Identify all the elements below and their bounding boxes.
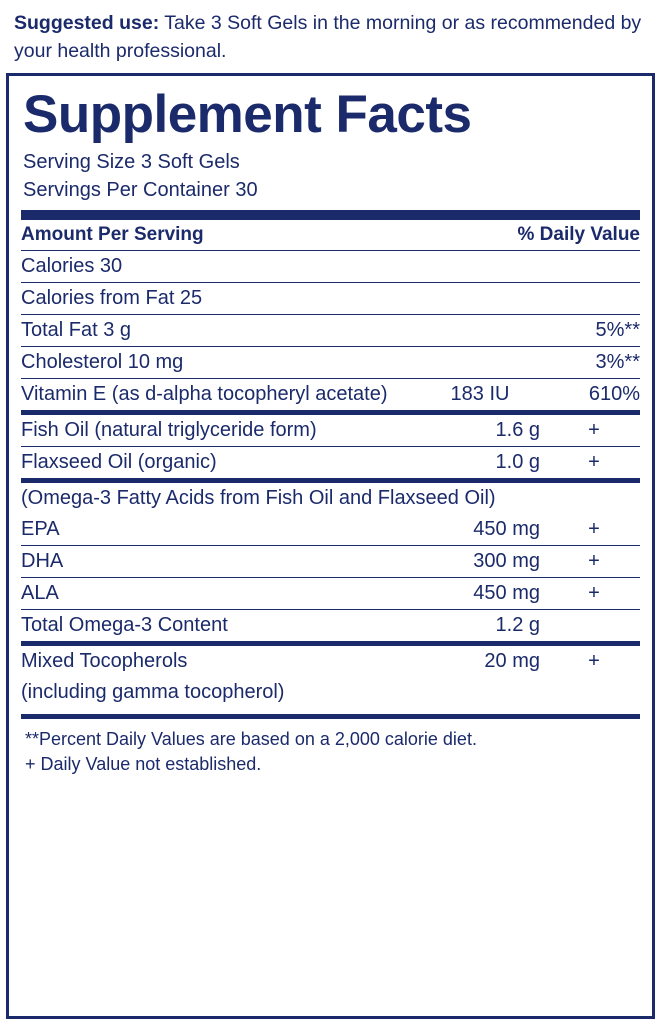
row-amount: 300 mg <box>408 546 548 578</box>
row-daily-value: + <box>548 578 640 610</box>
row-name: (Omega-3 Fatty Acids from Fish Oil and Flaxseed Oil) <box>21 487 496 510</box>
row-daily-value <box>517 251 640 283</box>
footnote-percent-dv: **Percent Daily Values are based on a 2,000 calorie diet. <box>25 729 477 750</box>
row-name: Fish Oil (natural triglyceride form) <box>21 415 469 447</box>
table-row <box>21 546 640 578</box>
row-amount: 450 mg <box>408 578 548 610</box>
table-row <box>21 347 640 379</box>
table-row <box>21 415 640 447</box>
table-row <box>21 514 640 546</box>
row-name: Vitamin E (as d-alpha tocopheryl acetate) <box>21 383 388 406</box>
header-amount-spacer <box>441 220 518 251</box>
table-row <box>21 483 640 514</box>
table-row <box>21 283 640 315</box>
omega-table <box>21 483 640 641</box>
suggested-use-text: Take 3 Soft Gels in the morning or as recommended by your health professional. <box>14 12 642 62</box>
table-row <box>21 610 640 642</box>
panel-title: Supplement Facts <box>23 85 472 145</box>
row-amount <box>441 315 518 347</box>
suggested-use-block <box>0 0 661 71</box>
table-row <box>21 646 640 677</box>
row-daily-value: + <box>548 546 640 578</box>
row-amount <box>441 347 518 379</box>
tocopherols-table <box>21 646 640 708</box>
row-daily-value: + <box>588 650 600 673</box>
row-daily-value: + <box>588 451 600 474</box>
table-row <box>21 251 640 283</box>
row-amount: 20 mg <box>484 650 540 673</box>
table-row <box>21 578 640 610</box>
table-row <box>21 379 640 411</box>
oils-table <box>21 415 640 478</box>
row-daily-value: + <box>548 514 640 546</box>
rule-below-servings <box>21 210 640 220</box>
suggested-use-label: Suggested use: <box>14 12 160 34</box>
table-row <box>21 315 640 347</box>
header-daily-value: % Daily Value <box>517 220 640 251</box>
row-amount: 450 mg <box>408 514 548 546</box>
footnotes-block <box>25 727 640 777</box>
rule-before-footnotes <box>21 714 640 719</box>
serving-size: Serving Size 3 Soft Gels <box>23 150 240 173</box>
row-name: Total Fat 3 g <box>21 315 441 347</box>
row-name: Flaxseed Oil (organic) <box>21 451 217 474</box>
supplement-facts-panel <box>6 73 655 1019</box>
row-amount <box>441 283 518 315</box>
row-name: Calories 30 <box>21 251 441 283</box>
row-daily-value: 5%** <box>517 315 640 347</box>
row-name: Mixed Tocopherols <box>21 650 188 673</box>
row-daily-value: 3%** <box>517 347 640 379</box>
table-header-row <box>21 220 640 251</box>
table-row <box>21 677 640 708</box>
row-name: Total Omega-3 Content <box>21 614 228 637</box>
row-daily-value: + <box>548 415 640 447</box>
footnote-dv-not-established: + Daily Value not established. <box>25 754 262 775</box>
servings-per-container: Servings Per Container 30 <box>23 179 258 201</box>
row-name: ALA <box>21 578 408 610</box>
nutrition-table <box>21 220 640 410</box>
row-name: DHA <box>21 546 408 578</box>
row-daily-value <box>517 283 640 315</box>
row-name: Calories from Fat 25 <box>21 283 441 315</box>
row-name: Cholesterol 10 mg <box>21 347 441 379</box>
header-amount-per-serving: Amount Per Serving <box>21 220 441 251</box>
row-daily-value <box>548 610 640 642</box>
table-row <box>21 447 640 479</box>
row-amount: 1.0 g <box>495 451 540 474</box>
row-name: (including gamma tocopherol) <box>21 681 285 704</box>
row-name: EPA <box>21 514 408 546</box>
row-amount: 1.6 g <box>469 415 548 447</box>
row-daily-value: 610% <box>588 383 640 406</box>
row-amount: 183 IU <box>450 383 510 406</box>
row-amount <box>441 251 518 283</box>
row-amount: 1.2 g <box>495 614 540 637</box>
